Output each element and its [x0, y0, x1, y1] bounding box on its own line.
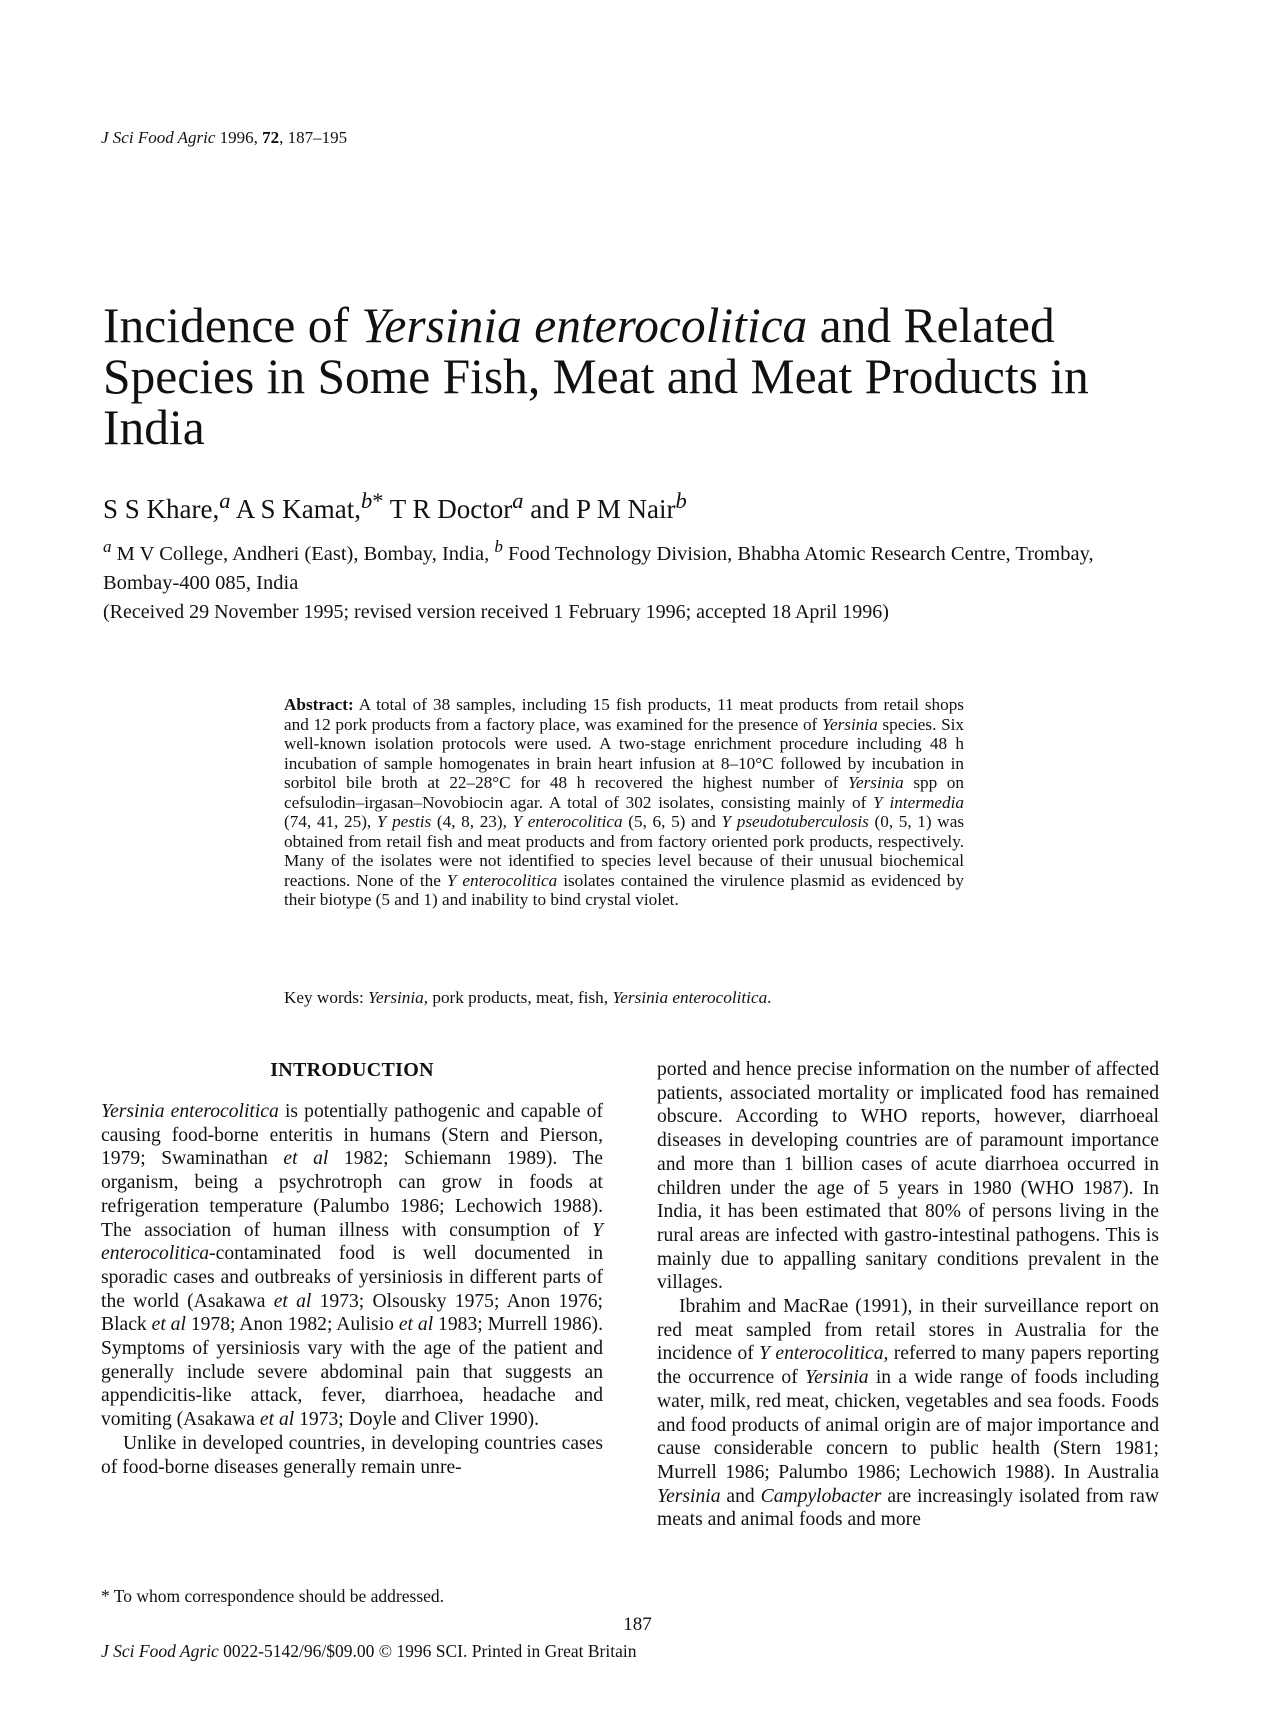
- affil-marker: a: [512, 488, 524, 513]
- abstract-italic: Y intermedia: [873, 792, 964, 812]
- affil-marker: b: [361, 488, 373, 513]
- abstract-text: spp on cefsulodin–irgasan–Novobiocin agar. A total of 302 isolates, consisting mainly of: [284, 773, 964, 812]
- intro-paragraph-2-continued: [657, 1058, 1159, 1295]
- title-part: Incidence of: [103, 298, 362, 353]
- text-italic: et al: [273, 1290, 312, 1312]
- intro-column-left: [101, 1058, 603, 1479]
- abstract-label: Abstract:: [284, 695, 354, 714]
- intro-paragraph-1: [101, 1100, 603, 1432]
- copyright-text: 0022-5142/96/$09.00 © 1996 SCI. Printed in Great Britain: [218, 1641, 637, 1661]
- abstract-italic: Y enterocolitica: [446, 870, 558, 890]
- author-name: S S Khare,: [103, 494, 220, 524]
- text-run: Ibrahim and MacRae (1991), in their surveillance report on red meat sampled from retail stores in Australia for the incidence of: [657, 1296, 1159, 1365]
- keyword-text: .: [767, 988, 772, 1007]
- journal-name: J Sci Food Agric: [101, 128, 216, 147]
- affiliation-text: Food Technology Division, Bhabha Atomic Research Centre, Trombay, Bombay-400 085, India: [103, 542, 1094, 594]
- copyright-footer: [101, 1641, 637, 1662]
- text-italic: et al: [151, 1314, 186, 1336]
- text-run: 1973; Olsousky 1975; Anon 1976; Black: [101, 1290, 603, 1336]
- text-italic: Campylobacter: [760, 1485, 882, 1507]
- abstract-italic: Y pestis: [376, 812, 432, 831]
- keyword-italic: Yersinia enterocolitica: [612, 988, 768, 1007]
- abstract-italic: Y enterocolitica: [512, 812, 623, 831]
- text-run: in a wide range of foods including water, milk, red meat, chicken, vegetables and sea foods. Foods and food products of animal origin are of major importance and cause considerable concern to public health (Stern 1981; Murrell 1986; Palumbo 1986; Lechowich 1988). In Australia: [657, 1367, 1159, 1483]
- intro-paragraph-3: [657, 1295, 1159, 1532]
- affil-marker: a: [219, 488, 231, 513]
- abstract-italic: Yersinia: [848, 773, 904, 792]
- text-italic: Y enterocolitica,: [759, 1343, 889, 1365]
- text-run: 1973; Doyle and Cliver 1990).: [294, 1409, 540, 1431]
- text-run: Unlike in developed countries, in developing countries cases of food-borne diseases generally remain unre-: [101, 1432, 603, 1478]
- section-heading-introduction: INTRODUCTION: [270, 1059, 434, 1081]
- abstract-text: species. Six well-known isolation protocols were used. A two-stage enrichment procedure including 48 h incubation of sample homogenates in brain heart infusion at 8–10°C followed by incubation in sorbitol bile broth at 22–28°C for 48 h recovered the highest number of: [284, 714, 965, 792]
- abstract: [284, 695, 964, 910]
- author-name: T R Doctor: [383, 494, 513, 524]
- text-run: 1982; Schiemann 1989). The organism, being a psychrotroph can grow in foods at refrigeration temperature (Palumbo 1986; Lechowich 1988). The association of human illness with consumption of: [101, 1148, 603, 1241]
- keywords: [284, 988, 771, 1008]
- paper-title: [103, 300, 1103, 453]
- text-italic: Y enterocolitica: [101, 1219, 603, 1265]
- received-dates: (Received 29 November 1995; revised version received 1 February 1996; accepted 18 April 1996): [103, 601, 889, 623]
- text-run: 1983; Murrell 1986). Symptoms of yersiniosis vary with the age of the patient and generally include severe abdominal pain that suggests an appendicitis-like attack, fever, diarrhoea, headache and vomiting (Asakawa: [101, 1314, 603, 1431]
- author-name: A S Kamat,: [230, 494, 362, 524]
- journal-name: J Sci Food Agric: [101, 1641, 219, 1661]
- running-header: [101, 128, 347, 148]
- text-run: 1978; Anon 1982; Aulisio: [185, 1314, 399, 1336]
- title-species: Yersinia enterocolitica: [361, 298, 808, 353]
- keywords-label: Key words:: [284, 988, 369, 1007]
- text-italic: et al: [259, 1409, 295, 1431]
- keyword-italic: Yersinia: [368, 988, 424, 1007]
- text-italic: et al: [283, 1148, 329, 1170]
- affiliation-text: M V College, Andheri (East), Bombay, India,: [111, 542, 495, 565]
- abstract-italic: Y pseudotuberculosis: [721, 812, 869, 831]
- text-italic: et al: [398, 1314, 434, 1336]
- abstract-text: (4, 8, 23),: [431, 812, 513, 831]
- affil-marker: a: [103, 537, 112, 556]
- journal-year: 1996,: [215, 128, 263, 147]
- abstract-italic: Yersinia: [821, 714, 878, 734]
- text-run: is potentially pathogenic and capable of causing food-borne enteritis in humans (Stern and Pierson, 1979; Swaminathan: [101, 1101, 603, 1170]
- affil-marker: b: [494, 537, 503, 556]
- intro-paragraph-2: [101, 1432, 603, 1479]
- abstract-text: isolates contained the virulence plasmid as evidenced by their biotype (5 and 1) and inability to bind crystal violet.: [284, 870, 964, 909]
- intro-column-right: [657, 1058, 1159, 1532]
- abstract-text: (0, 5, 1) was obtained from retail fish and meat products and from factory oriented pork products, respectively. Many of the isolates were not identified to species level because of their unusual biochemical reactions. None of the: [284, 812, 965, 890]
- text-run: ported and hence precise information on the number of affected patients, associated mortality or implicated food has remained obscure. According to WHO reports, however, diarrhoeal diseases in developing countries are of paramount importance and more than 1 billion cases of acute diarrhoea occurred in children under the age of 5 years in 1980 (WHO 1987). In India, it has been estimated that 80% of persons living in the rural areas are infected with gastro-intestinal pathogens. This is mainly due to appalling sanitary conditions prevalent in the villages.: [657, 1059, 1159, 1294]
- abstract-text: (74, 41, 25),: [284, 812, 377, 831]
- text-run: referred to many papers reporting the occurrence of: [657, 1343, 1159, 1389]
- keyword-text: , pork products, meat, fish,: [423, 988, 613, 1007]
- text-run: -contaminated food is well documented in sporadic cases and outbreaks of yersiniosis in different parts of the world (Asakawa: [101, 1243, 603, 1312]
- page-number: 187: [623, 1614, 652, 1635]
- journal-pages: , 187–195: [279, 128, 348, 147]
- corresponding-marker: *: [372, 488, 384, 513]
- abstract-text: (5, 6, 5) and: [622, 812, 722, 831]
- text-run: are increasingly isolated from raw meats and animal foods and more: [657, 1485, 1159, 1531]
- text-italic: Yersinia: [657, 1485, 721, 1507]
- affil-marker: b: [675, 488, 687, 513]
- author-list: [103, 488, 687, 525]
- text-italic: Yersinia enterocolitica: [101, 1101, 279, 1122]
- affiliations: [103, 532, 1113, 598]
- text-italic: Yersinia: [805, 1367, 869, 1389]
- journal-volume: 72: [262, 128, 280, 147]
- title-part: and Related Species in Some Fish, Meat and Meat Products in India: [103, 298, 1089, 455]
- footnote: * To whom correspondence should be addressed.: [101, 1586, 445, 1606]
- author-name: and P M Nair: [523, 494, 676, 524]
- text-run: and: [720, 1485, 761, 1507]
- abstract-text: A total of 38 samples, including 15 fish products, 11 meat products from retail shops and 12 pork products from a factory place, was examined for the presence of: [284, 695, 964, 734]
